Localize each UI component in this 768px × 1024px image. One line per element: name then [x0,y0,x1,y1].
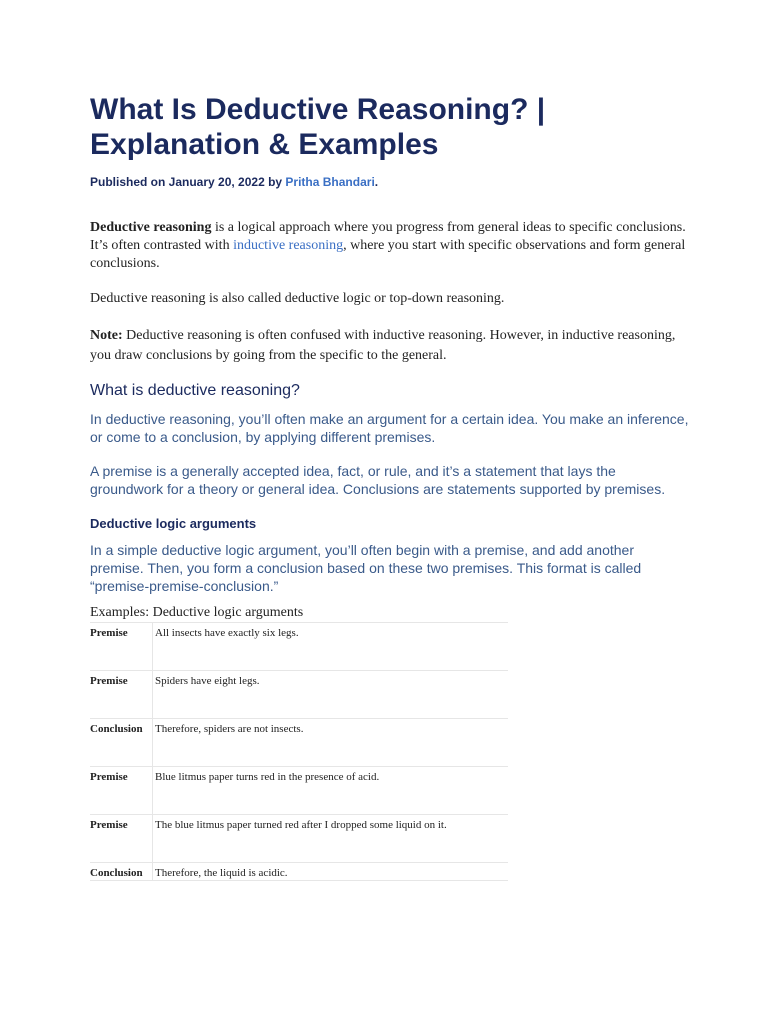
examples-table [90,622,508,881]
meta-suffix: . [374,175,379,189]
author-link[interactable]: Pritha Bhandari [285,175,375,189]
publish-meta [90,174,690,190]
inductive-reasoning-link[interactable]: inductive reasoning [233,238,344,253]
row-label: Premise [90,815,153,863]
section-paragraph-2: A premise is a generally accepted idea, fact, or rule, and it’s a statement that lays the groundwork for a theory or general idea. Conclusions are statements supported by premises. [90,463,666,497]
row-text: Therefore, spiders are not insects. [153,719,509,767]
note-text: Deductive reasoning is often confused with inductive reasoning. However, in inductive reasoning, you draw conclusions by going from the specific to the general. [90,328,676,363]
note-label: Note: [90,328,123,343]
table-row [90,719,508,767]
intro-term: Deductive reasoning [90,220,212,235]
title-line-1: What Is Deductive Reasoning? | [90,93,546,126]
intro-text-1: is a logical approach where you progress from general ideas to specific conclusions. It’s often contrasted with [90,220,686,253]
title-line-2: Explanation & Examples [90,128,439,161]
row-label: Premise [90,671,153,719]
publish-date: Published on January 20, 2022 by [90,175,286,189]
row-text: All insects have exactly six legs. [153,623,509,671]
table-row [90,623,508,671]
row-text: Blue litmus paper turns red in the presence of acid. [153,767,509,815]
table-row [90,671,508,719]
intro-paragraph [90,219,690,273]
row-label: Premise [90,623,153,671]
row-label: Premise [90,767,153,815]
note-paragraph [90,326,690,366]
table-row [90,863,508,881]
row-label: Conclusion [90,719,153,767]
row-text: Spiders have eight legs. [153,671,509,719]
page-title [90,92,690,162]
subsection-paragraph: In a simple deductive logic argument, you’ll often begin with a premise, and add another premise. Then, you form a conclusion based on these two premises. This format is called “premise-premise-conclusion.” [90,542,642,594]
article [90,92,690,881]
section-heading: What is deductive reasoning? [90,382,300,399]
section-paragraph-1: In deductive reasoning, you’ll often make an argument for a certain idea. You make an inference, or come to a conclusion, by applying different premises. [90,411,689,445]
table-row [90,815,508,863]
row-text: Therefore, the liquid is acidic. [153,863,509,881]
row-label: Conclusion [90,863,153,881]
table-row [90,767,508,815]
intro-text-2: , where you start with specific observations and form general conclusions. [90,238,686,271]
subsection-heading: Deductive logic arguments [90,516,257,531]
also-called-paragraph: Deductive reasoning is also called deductive logic or top-down reasoning. [90,291,505,306]
table-caption: Examples: Deductive logic arguments [90,605,304,620]
row-text: The blue litmus paper turned red after I dropped some liquid on it. [153,815,509,863]
